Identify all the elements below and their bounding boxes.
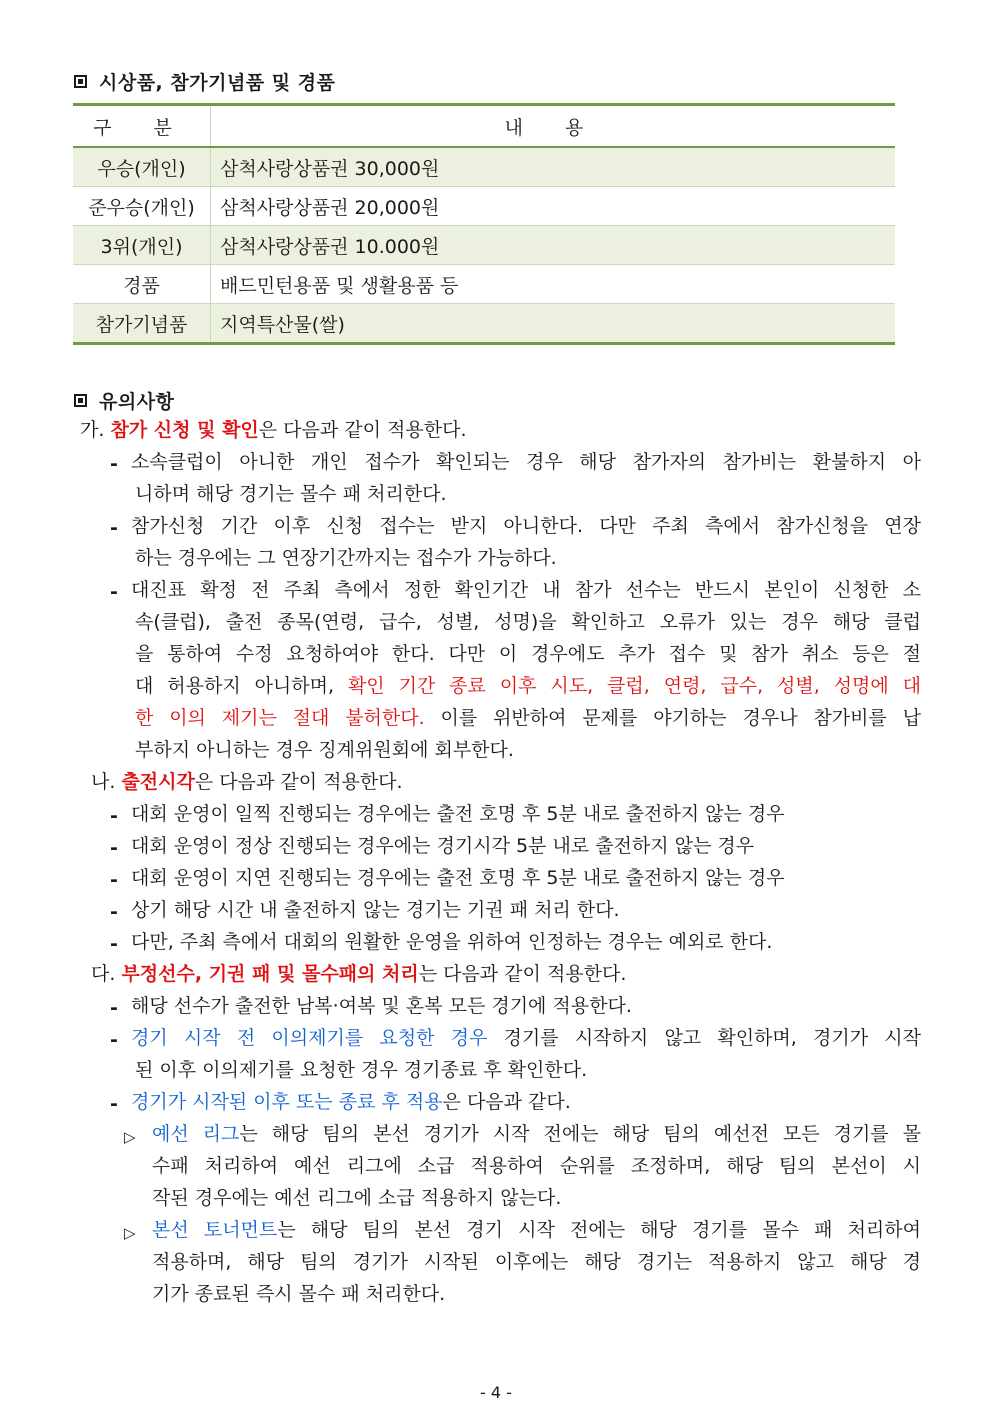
- row-category: 경품: [73, 265, 211, 304]
- clause-na: [91, 773, 403, 792]
- triangle-bullet-icon: ▷: [124, 1128, 136, 1146]
- dash-bullet: -: [110, 933, 118, 955]
- list-item: 해당 선수가 출전한 남복·여복 및 혼복 모든 경기에 적용한다.: [131, 995, 632, 1017]
- list-item-cont: 부하지 아니하는 경우 징계위원회에 회부한다.: [135, 739, 514, 761]
- dash-bullet: -: [110, 901, 118, 923]
- plain-text: 는 해당 팀의 본선 경기가 시작 전에는 해당 팀의 예선전 모든 경기를 몰: [239, 1123, 921, 1145]
- list-item: 대진표 확정 전 주최 측에서 정한 확인기간 내 참가 선수는 반드시 본인이 신청한 소: [131, 579, 921, 601]
- dash-bullet: -: [110, 837, 118, 859]
- row-content: 삼척사랑상품권 10.000원: [211, 226, 896, 265]
- sub-item-cont: 수패 처리하여 예선 리그에 소급 적용하여 순위를 조정하며, 해당 팀의 본선이 시: [152, 1155, 921, 1177]
- clause-marker: 가.: [80, 419, 105, 441]
- square-bullet-icon: [74, 394, 87, 407]
- clause-marker: 나.: [91, 771, 116, 793]
- prize-table: [73, 103, 895, 345]
- blue-text: 본선 토너먼트: [152, 1219, 278, 1241]
- table-row: [73, 304, 895, 344]
- dash-bullet: -: [110, 517, 118, 539]
- clause-text: 는 다음과 같이 적용한다.: [418, 963, 627, 985]
- sub-item-cont: 작된 경우에는 예선 리그에 소급 적용하지 않는다.: [152, 1187, 562, 1209]
- list-item-cont: [135, 677, 921, 696]
- list-item-cont: 니하며 해당 경기는 몰수 패 처리한다.: [135, 483, 447, 505]
- table-row: [73, 265, 895, 304]
- dash-bullet: -: [110, 997, 118, 1019]
- plain-text: 는 해당 팀의 본선 경기 시작 전에는 해당 경기를 몰수 패 처리하여: [277, 1219, 921, 1241]
- dash-bullet: -: [110, 1093, 118, 1115]
- blue-text: 경기가 시작된 이후 또는 종료 후 적용: [131, 1091, 443, 1113]
- sub-item: [152, 1125, 921, 1144]
- list-item-cont: 을 통하여 수정 요청하여야 한다. 다만 이 경우에도 추가 접수 및 참가 취소 등은 절: [135, 643, 921, 665]
- plain-text: 경기를 시작하지 않고 확인하며, 경기가 시작: [487, 1027, 921, 1049]
- list-item: 다만, 주최 측에서 대회의 원활한 운영을 위하여 인정하는 경우는 예외로 한다.: [131, 931, 773, 953]
- header-content: 내 용: [211, 105, 896, 148]
- clause-text: 은 다음과 같이 적용한다.: [194, 771, 403, 793]
- section-notes-heading: [74, 387, 174, 414]
- plain-text: 은 다음과 같다.: [442, 1091, 571, 1113]
- row-category: 준우승(개인): [73, 187, 211, 226]
- dash-bullet: -: [110, 1029, 118, 1051]
- red-text: 확인 기간 종료 이후 시도, 클럽, 연령, 급수, 성별, 성명에 대: [347, 675, 921, 697]
- list-item: 대회 운영이 일찍 진행되는 경우에는 출전 호명 후 5분 내로 출전하지 않는 경우: [131, 803, 785, 825]
- list-item: 참가신청 기간 이후 신청 접수는 받지 아니한다. 다만 주최 측에서 참가신청을 연장: [131, 515, 921, 537]
- dash-bullet: -: [110, 453, 118, 475]
- triangle-bullet-icon: ▷: [124, 1224, 136, 1242]
- list-item: 소속클럽이 아니한 개인 접수가 확인되는 경우 해당 참가자의 참가비는 환불하지 아: [131, 451, 921, 473]
- plain-text: 대 허용하지 아니하며,: [135, 675, 348, 697]
- clause-ga: [80, 421, 466, 440]
- list-item: [131, 1029, 921, 1048]
- sub-item-cont: 적용하며, 해당 팀의 경기가 시작된 이후에는 해당 경기는 적용하지 않고 해당 경: [152, 1251, 921, 1273]
- section-prizes-heading: [74, 68, 335, 95]
- clause-marker: 다.: [91, 963, 116, 985]
- row-category: 3위(개인): [73, 226, 211, 265]
- blue-text: 예선 리그: [152, 1123, 240, 1145]
- dash-bullet: -: [110, 581, 118, 603]
- list-item-cont: 된 이후 이의제기를 요청한 경우 경기종료 후 확인한다.: [135, 1059, 588, 1081]
- list-item: 대회 운영이 지연 진행되는 경우에는 출전 호명 후 5분 내로 출전하지 않는 경우: [131, 867, 785, 889]
- list-item-cont: [135, 709, 921, 728]
- clause-highlight: 참가 신청 및 확인: [110, 419, 259, 441]
- blue-text: 경기 시작 전 이의제기를 요청한 경우: [131, 1027, 488, 1049]
- plain-text: 이를 위반하여 문제를 야기하는 경우나 참가비를 납: [424, 707, 922, 729]
- table-row: [73, 187, 895, 226]
- row-category: 참가기념품: [73, 304, 211, 344]
- page-number: - 4 -: [480, 1383, 512, 1402]
- square-bullet-icon: [74, 75, 87, 88]
- list-item: 대회 운영이 정상 진행되는 경우에는 경기시각 5분 내로 출전하지 않는 경우: [131, 835, 755, 857]
- red-text: 한 이의 제기는 절대 불허한다.: [135, 707, 425, 729]
- row-category: 우승(개인): [73, 147, 211, 187]
- list-item: 상기 해당 시간 내 출전하지 않는 경기는 기권 패 처리 한다.: [131, 899, 620, 921]
- dash-bullet: -: [110, 805, 118, 827]
- table-row: [73, 226, 895, 265]
- section-notes-title: 유의사항: [99, 391, 175, 413]
- list-item: [131, 1093, 571, 1112]
- section-prizes-title: 시상품, 참가기념품 및 경품: [99, 72, 336, 94]
- row-content: 지역특산물(쌀): [211, 304, 896, 344]
- list-item-cont: 속(클럽), 출전 종목(연령, 급수, 성별, 성명)을 확인하고 오류가 있는 경우 해당 클럽: [135, 611, 921, 633]
- row-content: 삼척사랑상품권 20,000원: [211, 187, 896, 226]
- dash-bullet: -: [110, 869, 118, 891]
- row-content: 삼척사랑상품권 30,000원: [211, 147, 896, 187]
- sub-item: [152, 1221, 921, 1240]
- clause-text: 은 다음과 같이 적용한다.: [258, 419, 467, 441]
- list-item-cont: 하는 경우에는 그 연장기간까지는 접수가 가능하다.: [135, 547, 557, 569]
- header-category: 구 분: [73, 105, 211, 148]
- clause-da: [91, 965, 626, 984]
- clause-highlight: 부정선수, 기권 패 및 몰수패의 처리: [121, 963, 419, 985]
- table-header-row: [73, 105, 895, 148]
- clause-highlight: 출전시각: [121, 771, 195, 793]
- sub-item-cont: 기가 종료된 즉시 몰수 패 처리한다.: [152, 1283, 446, 1305]
- row-content: 배드민턴용품 및 생활용품 등: [211, 265, 896, 304]
- table-row: [73, 147, 895, 187]
